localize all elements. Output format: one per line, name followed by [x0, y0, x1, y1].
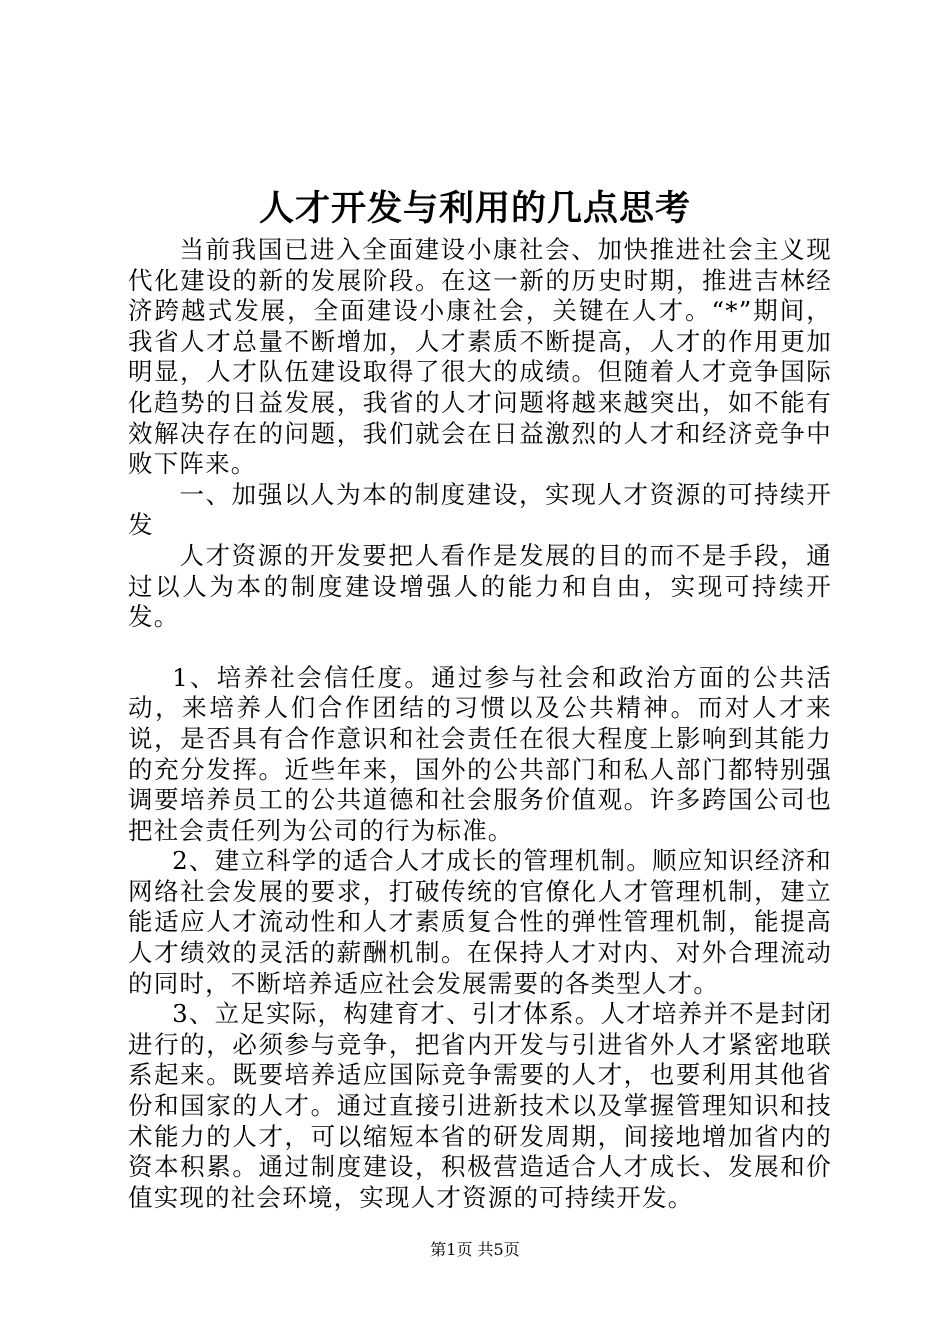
section-1-paragraph: 人才资源的开发要把人看作是发展的目的而不是手段，通过以人为本的制度建设增强人的能力和自由，实现可持续开发。	[128, 540, 832, 632]
document-body	[128, 235, 832, 1213]
point-2-paragraph: 2、建立科学的适合人才成长的管理机制。顺应知识经济和网络社会发展的要求，打破传统的官僚化人才管理机制，建立能适应人才流动性和人才素质复合性的弹性管理机制，能提高人才绩效的灵活的薪酬机制。在保持人才对内、对外合理流动的同时，不断培养适应社会发展需要的各类型人才。	[128, 846, 832, 998]
point-3-paragraph: 3、立足实际，构建育才、引才体系。人才培养并不是封闭进行的，必须参与竞争，把省内开发与引进省外人才紧密地联系起来。既要培养适应国际竞争需要的人才，也要利用其他省份和国家的人才。通过直接引进新技术以及掌握管理知识和技术能力的人才，可以缩短本省的研发周期，间接地增加省内的资本积累。通过制度建设，积极营造适合人才成长、发展和价值实现的社会环境，实现人才资源的可持续开发。	[128, 999, 832, 1212]
paragraph-gap	[128, 633, 832, 663]
page-footer: 第1页 共5页	[430, 1240, 520, 1259]
point-1-paragraph: 1、培养社会信任度。通过参与社会和政治方面的公共活动，来培养人们合作团结的习惯以及公共精神。而对人才来说，是否具有合作意识和社会责任在很大程度上影响到其能力的充分发挥。近些年来，国外的公共部门和私人部门都特别强调要培养员工的公共道德和社会服务价值观。许多跨国公司也把社会责任列为公司的行为标准。	[128, 662, 832, 845]
document-title: 人才开发与利用的几点思考	[258, 188, 691, 229]
section-heading-1: 一、加强以人为本的制度建设，实现人才资源的可持续开发	[128, 479, 832, 540]
intro-paragraph: 当前我国已进入全面建设小康社会、加快推进社会主义现代化建设的新的发展阶段。在这一新的历史时期，推进吉林经济跨越式发展，全面建设小康社会，关键在人才。“*”期间，我省人才总量不断增加，人才素质不断提高，人才的作用更加明显，人才队伍建设取得了很大的成绩。但随着人才竞争国际化趋势的日益发展，我省的人才问题将越来越突出，如不能有效解决存在的问题，我们就会在日益激烈的人才和经济竞争中败下阵来。	[128, 235, 832, 479]
